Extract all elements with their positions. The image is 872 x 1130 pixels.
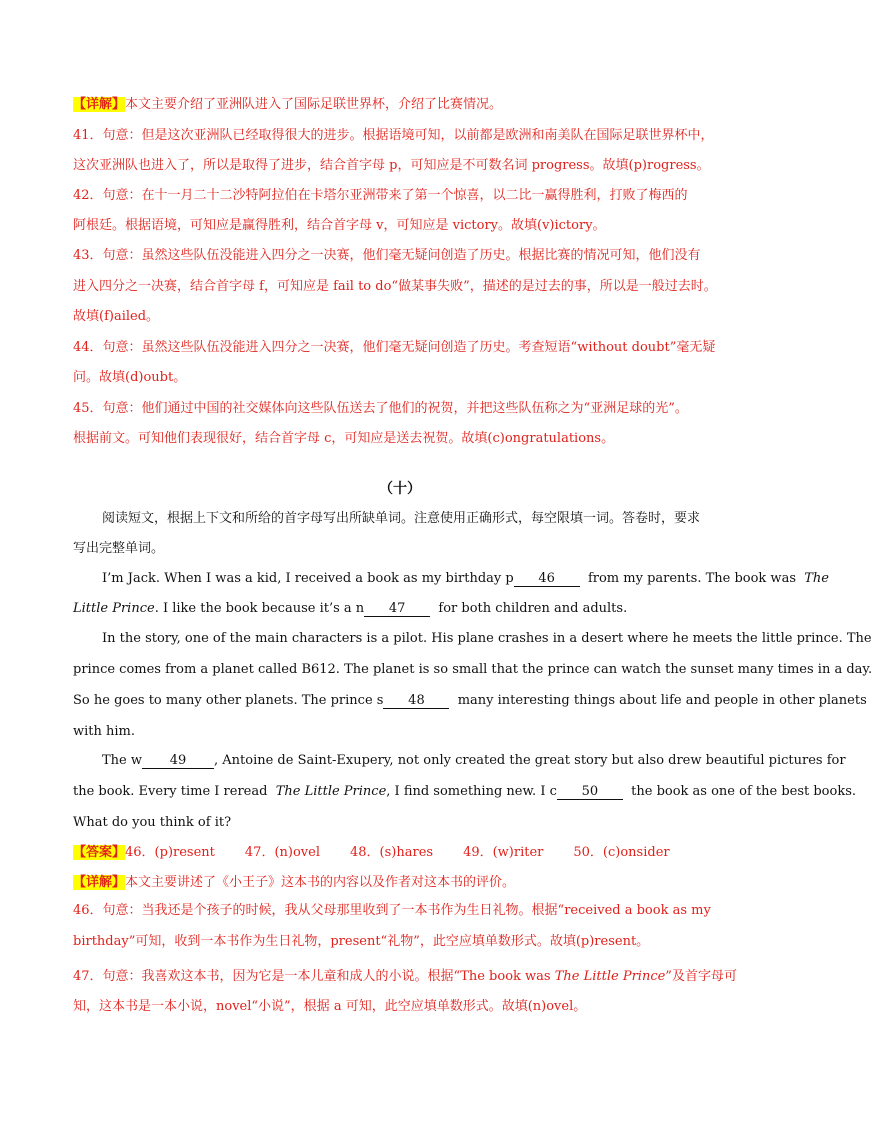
q45-line-1: 45．句意：他们通过中国的社交媒体向这些队伍送去了他们的祝贺，并把这些队伍称之为“亚洲足球的光”。 [73, 401, 688, 416]
blank-50[interactable]: 50 [557, 785, 623, 800]
answer-tag: 【答案】 [73, 845, 126, 860]
explanation-tag: 【详解】 [73, 875, 126, 890]
q44-line-2: 问。故填(d)oubt。 [73, 370, 187, 385]
blank-46[interactable]: 46 [514, 572, 580, 587]
bottom-explanation: 【详解】本文主要讲述了《小王子》这本书的内容以及作者对这本书的评价。 [73, 875, 516, 890]
instructions-line-1: 阅读短文，根据上下文和所给的首字母写出所缺单词。注意使用正确形式，每空限填一词。答卷时，要求 [102, 511, 701, 526]
answers-line: 【答案】46．(p)resent 47．(n)ovel 48．(s)hares 49．(w)riter 50．(c)onsider [73, 845, 670, 860]
q47-line-2: 知，这本书是一本小说，novel“小说”，根据 a 可知，此空应填单数形式。故填(n)ovel。 [73, 999, 587, 1014]
passage-line-8: the book. Every time I reread The Little Prince, I find something new. I c 50 the book as one of the best books. [73, 784, 857, 799]
q43-line-2: 进入四分之一决赛，结合首字母 f，可知应是 fail to do“做某事失败”，描述的是过去的事，所以是一般过去时。 [73, 279, 717, 294]
instructions-line-2: 写出完整单词。 [73, 541, 165, 556]
q42-line-1: 42．句意：在十一月二十二沙特阿拉伯在卡塔尔亚洲带来了第一个惊喜，以二比一赢得胜利，打败了梅西的 [73, 188, 688, 203]
passage-line-6: with him. [73, 724, 136, 739]
q43-line-3: 故填(f)ailed。 [73, 309, 160, 324]
blank-47[interactable]: 47 [364, 602, 430, 617]
blank-49[interactable]: 49 [142, 754, 214, 769]
passage-line-5: So he goes to many other planets. The prince s 48 many interesting things about life and people in other planets [73, 693, 867, 708]
passage-line-3: In the story, one of the main characters is a pilot. His plane crashes in a desert where he meets the little prince. The [102, 631, 872, 646]
passage-line-4: prince comes from a planet called B612. The planet is so small that the prince can watch the sunset many times in a day. [73, 662, 872, 677]
blank-48[interactable]: 48 [383, 694, 449, 709]
q43-line-1: 43．句意：虽然这些队伍没能进入四分之一决赛，他们毫无疑问创造了历史。根据比赛的情况可知，他们没有 [73, 248, 701, 263]
passage-line-9: What do you think of it? [73, 815, 232, 830]
q41-line-2: 这次亚洲队也进入了，所以是取得了进步，结合首字母 p，可知应是不可数名词 progress。故填(p)rogress。 [73, 158, 710, 173]
top-explanation: 【详解】本文主要介绍了亚洲队进入了国际足联世界杯，介绍了比赛情况。 [73, 97, 503, 112]
passage-line-1: I’m Jack. When I was a kid, I received a book as my birthday p 46 from my parents. The book was The [102, 571, 830, 586]
q46-line-1: 46．句意：当我还是个孩子的时候，我从父母那里收到了一本书作为生日礼物。根据“received a book as my [73, 903, 711, 918]
q41-line-1: 41．句意：但是这次亚洲队已经取得很大的进步。根据语境可知，以前都是欧洲和南美队在国际足联世界杯中， [73, 128, 714, 143]
q42-line-2: 阿根廷。根据语境，可知应是赢得胜利，结合首字母 v，可知应是 victory。故填(v)ictory。 [73, 218, 606, 233]
q47-line-1: 47．句意：我喜欢这本书，因为它是一本儿童和成人的小说。根据“The book was The Little Prince”及首字母可 [73, 969, 737, 984]
passage-line-2: Little Prince. I like the book because it’s a n 47 for both children and adults. [73, 601, 628, 616]
section-title: （十） [379, 481, 421, 497]
passage-line-7: The w 49 , Antoine de Saint-Exupery, not only created the great story but also drew beautiful pictures for [102, 753, 846, 768]
explanation-tag: 【详解】 [73, 97, 126, 112]
q45-line-2: 根据前文。可知他们表现很好，结合首字母 c，可知应是送去祝贺。故填(c)ongratulations。 [73, 431, 615, 446]
q44-line-1: 44．句意：虽然这些队伍没能进入四分之一决赛，他们毫无疑问创造了历史。考查短语“without doubt”毫无疑 [73, 340, 716, 355]
q46-line-2: birthday”可知，收到一本书作为生日礼物，present“礼物”，此空应填单数形式。故填(p)resent。 [73, 934, 650, 949]
